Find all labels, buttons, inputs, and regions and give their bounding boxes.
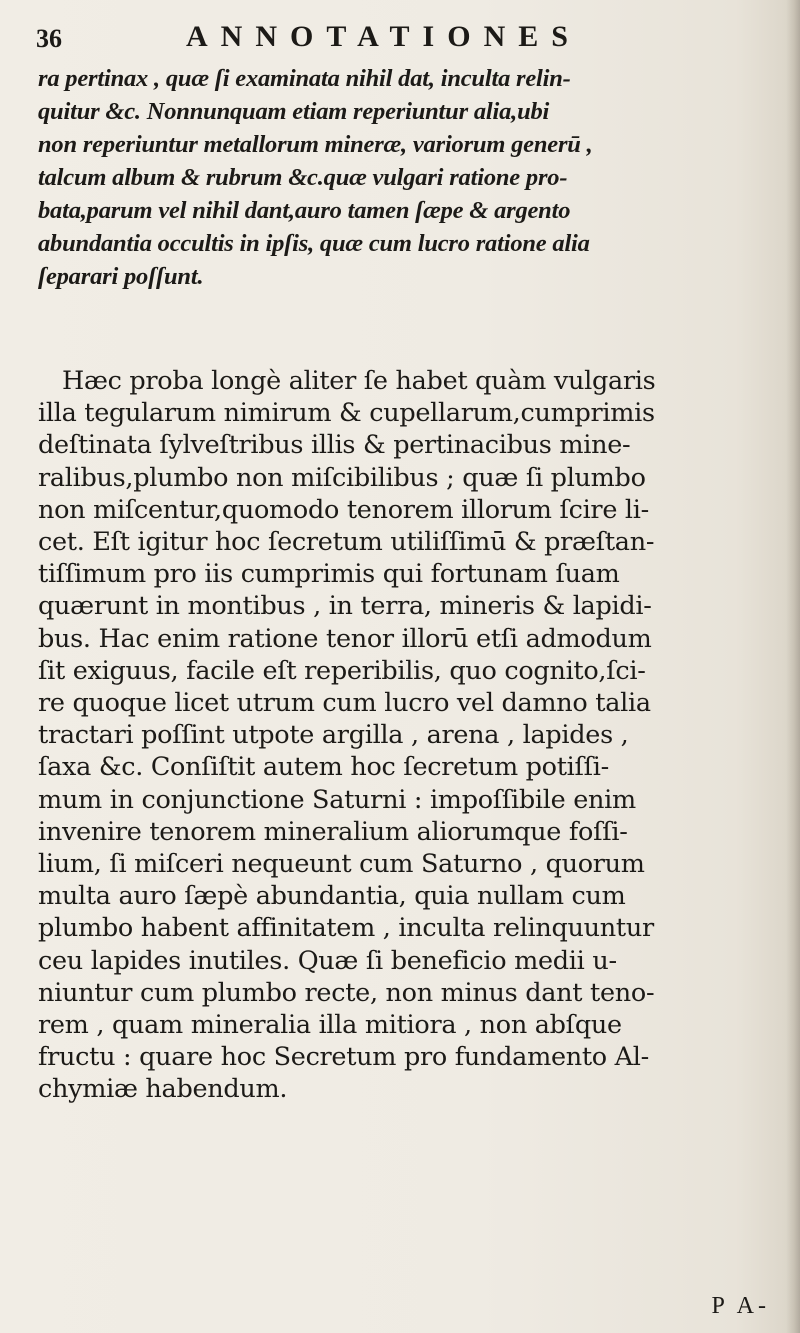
page-edge-shadow xyxy=(786,0,800,1333)
body-paragraph xyxy=(38,365,768,1106)
running-head: ANNOTATIONES xyxy=(186,20,581,53)
body-line: tiſſimum pro iis cumprimis qui fortunam ſuam xyxy=(38,559,620,590)
body-line: ſit exiguus, facile eſt reperibilis, quo cognito,ſci- xyxy=(38,655,646,686)
note-line: talcum album & rubrum &c.quæ vulgari ratione pro- xyxy=(38,164,568,191)
body-line: rem , quam mineralia illa mitiora , non abſque xyxy=(38,1010,622,1041)
body-line: deſtinata ſylveſtribus illis & pertinacibus mine- xyxy=(38,430,631,461)
page-header xyxy=(36,18,776,60)
body-line: Hæc proba longè aliter ſe habet quàm vulgaris xyxy=(62,366,656,396)
note-line: abundantia occultis in ipſis, quæ cum lucro ratione alia xyxy=(38,230,590,257)
body-line: niuntur cum plumbo recte, non minus dant teno- xyxy=(38,977,655,1008)
italic-note-paragraph xyxy=(38,62,756,293)
body-line: non miſcentur,quomodo tenorem illorum ſcire li- xyxy=(38,494,649,525)
body-line: ſaxa &c. Conſiſtit autem hoc ſecretum potiſſi- xyxy=(38,752,609,783)
body-line: quærunt in montibus , in terra, mineris & lapidi- xyxy=(38,591,652,622)
note-line: bata,parum vel nihil dant,auro tamen ſæpe & argento xyxy=(38,197,571,224)
body-line: lium, ſi miſceri nequeunt cum Saturno , quorum xyxy=(38,849,645,880)
body-line: multa auro ſæpè abundantia, quia nullam cum xyxy=(38,881,626,912)
body-line: plumbo habent affinitatem , inculta relinquuntur xyxy=(38,913,654,944)
body-line: bus. Hac enim ratione tenor illorū etſi admodum xyxy=(38,623,652,654)
note-line: non reperiuntur metallorum mineræ, variorum generū , xyxy=(38,131,593,158)
note-line: ra pertinax , quæ ſi examinata nihil dat, inculta relin- xyxy=(38,65,571,92)
note-line: ſeparari poſſunt. xyxy=(38,263,204,290)
body-line: cet. Eſt igitur hoc ſecretum utiliſſimū & præſtan- xyxy=(38,527,655,558)
body-line: illa tegularum nimirum & cupellarum,cumprimis xyxy=(38,398,655,429)
body-line: tractari poſſint utpote argilla , arena , lapides , xyxy=(38,720,629,751)
body-line: invenire tenorem mineralium aliorumque foſſi- xyxy=(38,816,628,847)
body-line: chymiæ habendum. xyxy=(38,1074,288,1105)
body-line: fructu : quare hoc Secretum pro fundamento Al- xyxy=(38,1042,649,1073)
body-line: ralibus,plumbo non miſcibilibus ; quæ ſi plumbo xyxy=(38,462,646,493)
body-line: ceu lapides inutiles. Quæ ſi beneficio medii u- xyxy=(38,945,617,976)
page-number: 36 xyxy=(36,24,62,53)
body-line: mum in conjunctione Saturni : impoſſibile enim xyxy=(38,784,636,815)
note-line: quitur &c. Nonnunquam etiam reperiuntur alia,ubi xyxy=(38,98,550,125)
body-line: re quoque licet utrum cum lucro vel damno talia xyxy=(38,688,651,719)
catchword: P A- xyxy=(711,1293,770,1319)
